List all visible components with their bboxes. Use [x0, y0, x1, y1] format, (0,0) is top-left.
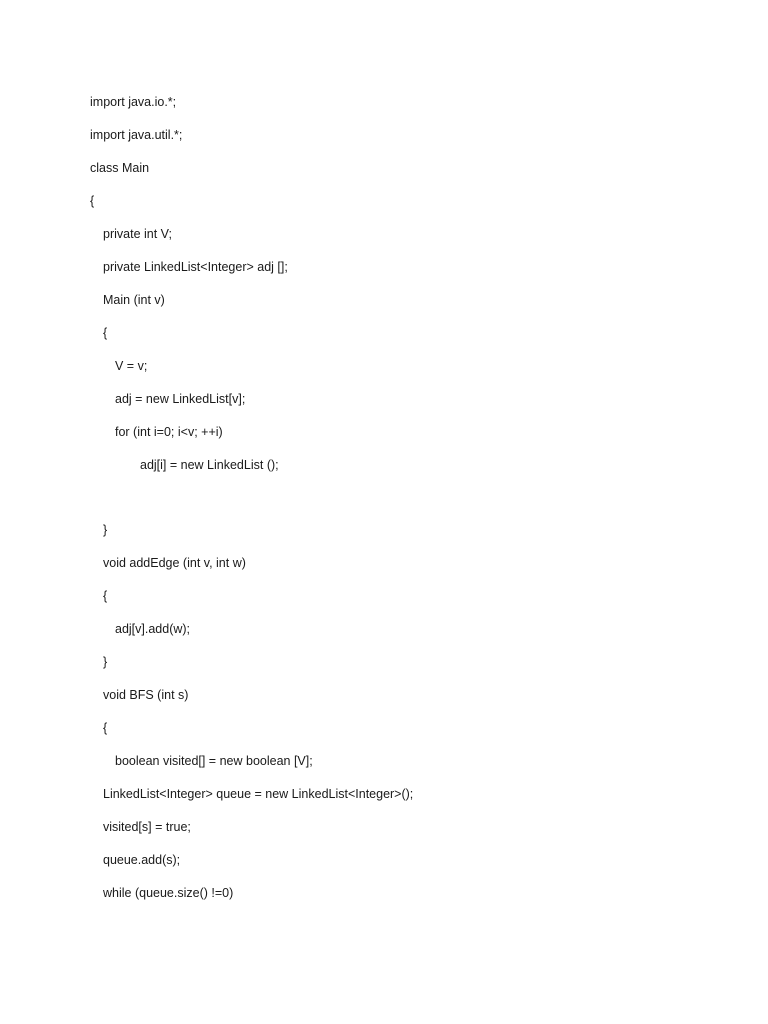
code-line-queue-add: queue.add(s); [103, 853, 181, 867]
code-line-queue-decl: LinkedList<Integer> queue = new LinkedList<Integer>(); [103, 787, 414, 801]
code-line-visited-array: boolean visited[] = new boolean [V]; [115, 754, 313, 768]
code-line-field-adj: private LinkedList<Integer> adj []; [103, 260, 288, 274]
code-line-while-loop: while (queue.size() !=0) [103, 886, 234, 900]
code-line-visited-true: visited[s] = true; [103, 820, 191, 834]
code-line-ctor-open-brace: { [103, 326, 108, 340]
code-line-ctor-close-brace: } [103, 523, 108, 537]
code-line-add-edge-close: } [103, 655, 108, 669]
code-line-for-loop: for (int i=0; i<v; ++i) [115, 425, 223, 439]
code-line-add-edge: void addEdge (int v, int w) [103, 556, 246, 570]
code-line-add-edge-open: { [103, 589, 108, 603]
code-line-assign-adj: adj = new LinkedList[v]; [115, 392, 246, 406]
code-line-class-main: class Main [90, 161, 150, 175]
code-line-class-open-brace: { [90, 194, 95, 208]
code-line-assign-v: V = v; [115, 359, 148, 373]
code-line-bfs-open: { [103, 721, 108, 735]
code-line-import-io: import java.io.*; [90, 95, 177, 109]
code-line-bfs: void BFS (int s) [103, 688, 189, 702]
code-line-field-v: private int V; [103, 227, 173, 241]
code-line-constructor: Main (int v) [103, 293, 165, 307]
code-line-import-util: import java.util.*; [90, 128, 183, 142]
code-line-adj-add: adj[v].add(w); [115, 622, 191, 636]
code-line-init-list: adj[i] = new LinkedList (); [140, 458, 279, 472]
